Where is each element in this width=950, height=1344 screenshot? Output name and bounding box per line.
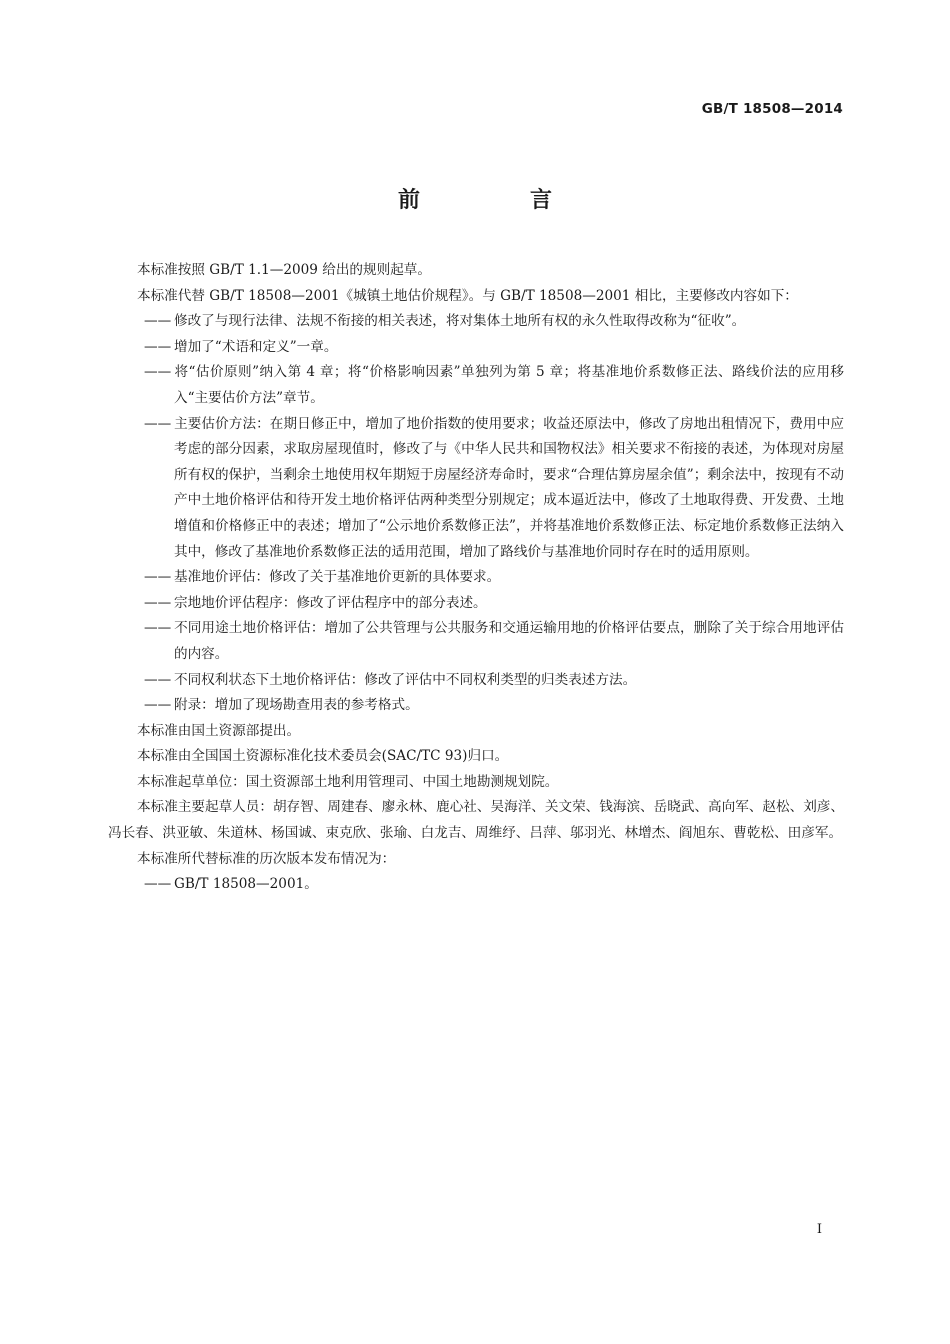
list-item-change (108, 335, 844, 361)
paragraph-proposer: 本标准由国土资源部提出。 (137, 722, 301, 739)
list-item-text: GB/T 18508—2001。 (174, 876, 318, 893)
dash-mark: —— (144, 697, 172, 714)
dash-mark: —— (144, 364, 172, 381)
paragraph-history: 本标准所代替标准的历次版本发布情况为： (137, 850, 396, 867)
list-item-text: 宗地地价评估程序：修改了评估程序中的部分表述。 (174, 594, 487, 611)
dash-mark: —— (144, 338, 172, 355)
list-item-text: 基准地价评估：修改了关于基准地价更新的具体要求。 (174, 569, 501, 586)
paragraph-drafting-units: 本标准起草单位：国土资源部土地利用管理司、中国土地勘测规划院。 (137, 773, 559, 790)
dash-mark: —— (144, 671, 172, 688)
list-item-change (108, 693, 844, 719)
dash-mark: —— (144, 569, 172, 586)
list-item-history (108, 872, 844, 898)
dash-mark: —— (144, 620, 172, 637)
list-item-change (108, 309, 844, 335)
list-item-change (108, 668, 844, 694)
paragraph-drafters: 本标准主要起草人员：胡存智、周建春、廖永林、鹿心社、吴海洋、关文荣、钱海滨、岳晓武、高向军、赵松、刘彦、冯长春、洪亚敏、朱道林、杨国诚、束克欣、张瑜、白龙吉、周维纾、吕萍、邬羽光、林增杰、阎旭东、曹乾松、田彦军。 (108, 799, 844, 842)
paragraph-committee: 本标准由全国国土资源标准化技术委员会(SAC/TC 93)归口。 (137, 748, 509, 765)
list-item-text: 附录：增加了现场勘查用表的参考格式。 (174, 697, 419, 714)
dash-mark: —— (144, 313, 172, 330)
list-item-text: 不同权利状态下土地价格评估：修改了评估中不同权利类型的归类表述方法。 (174, 671, 637, 688)
list-item-text: 修改了与现行法律、法规不衔接的相关表述，将对集体土地所有权的永久性取得改称为“征收”。 (174, 313, 746, 330)
dash-mark: —— (144, 594, 172, 611)
dash-mark: —— (144, 415, 172, 432)
foreword-body (108, 258, 844, 898)
list-item-text: 主要估价方法：在期日修正中，增加了地价指数的使用要求；收益还原法中，修改了房地出租情况下，费用中应考虑的部分因素，求取房屋现值时，修改了与《中华人民共和国物权法》相关要求不衔接的表述，为体现对房屋所有权的保护，当剩余土地使用权年期短于房屋经济寿命时，要求“合理估算房屋余值”；剩余法中，按现有不动产中土地价格评估和待开发土地价格评估两种类型分别规定；成本逼近法中，修改了土地取得费、开发费、土地增值和价格修正中的表述；增加了“公示地价系数修正法”，并将基准地价系数修正法、标定地价系数修正法纳入其中，修改了基准地价系数修正法的适用范围，增加了路线价与基准地价同时存在时的适用原则。 (174, 415, 844, 560)
list-item-change (108, 616, 844, 667)
list-item-change (108, 412, 844, 566)
page-number: I (816, 1222, 822, 1237)
page-title: 前 言 (397, 188, 596, 213)
list-item-change (108, 565, 844, 591)
paragraph-replacement: 本标准代替 GB/T 18508—2001《城镇土地估价规程》。与 GB/T 18508—2001 相比，主要修改内容如下： (137, 287, 798, 304)
dash-mark: —— (144, 876, 172, 893)
list-item-text: 将“估价原则”纳入第 4 章；将“价格影响因素”单独列为第 5 章；将基准地价系数修正法、路线价法的应用移入“主要估价方法”章节。 (174, 364, 844, 406)
list-item-text: 不同用途土地价格评估：增加了公共管理与公共服务和交通运输用地的价格评估要点，删除了关于综合用地评估的内容。 (174, 620, 844, 662)
list-item-change (108, 360, 844, 411)
list-item-text: 增加了“术语和定义”一章。 (174, 338, 338, 355)
paragraph-drafting-rules: 本标准按照 GB/T 1.1—2009 给出的规则起草。 (137, 262, 431, 278)
list-item-change (108, 591, 844, 617)
standard-code: GB/T 18508—2014 (701, 101, 843, 117)
